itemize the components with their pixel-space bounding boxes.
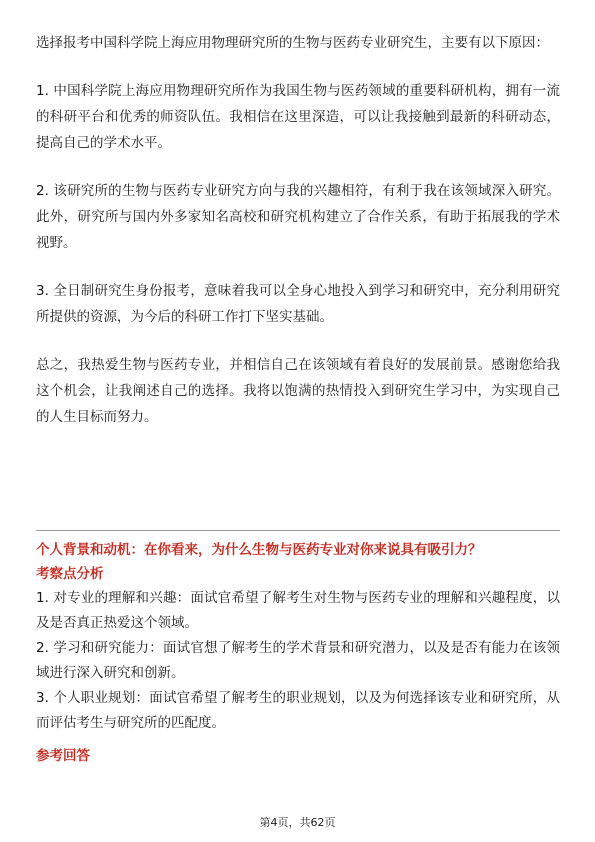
- page-footer: [0, 814, 595, 830]
- page-number: 第4页，共62页: [259, 816, 336, 829]
- analysis-point-2: 2. 学习和研究能力：面试官想了解考生的学术背景和研究潜力，以及是否有能力在该领域进行深入研究和创新。: [36, 640, 560, 681]
- section-divider: [36, 530, 560, 531]
- summary-paragraph: 总之，我热爱生物与医药专业，并相信自己在该领域有着良好的发展前景。感谢您给我这个机会，让我阐述自己的选择。我将以饱满的热情投入到研究生学习中，为实现自己的人生目标而努力。: [36, 357, 560, 425]
- analysis-point-3: 3. 个人职业规划：面试官希望了解考生的职业规划，以及为何选择该专业和研究所，从而评估考生与研究所的匹配度。: [36, 690, 560, 731]
- answer-heading: 参考回答: [36, 748, 90, 764]
- answer-body: [36, 30, 560, 430]
- analysis-heading: 考察点分析: [36, 566, 104, 582]
- reason-paragraph-3: 3. 全日制研究生身份报考，意味着我可以全身心地投入到学习和研究中，充分利用研究所提供的资源，为今后的科研工作打下坚实基础。: [36, 283, 560, 325]
- intro-paragraph: 选择报考中国科学院上海应用物理研究所的生物与医药专业研究生，主要有以下原因：: [36, 35, 549, 51]
- analysis-point-1: 1. 对专业的理解和兴趣：面试官希望了解考生对生物与医药专业的理解和兴趣程度，以及是否真正热爱这个领域。: [36, 590, 560, 631]
- question-title: 个人背景和动机：在你看来，为什么生物与医药专业对你来说具有吸引力？: [36, 542, 482, 558]
- question-section: [36, 538, 560, 768]
- reason-paragraph-1: 1. 中国科学院上海应用物理研究所作为我国生物与医药领域的重要科研机构，拥有一流的科研平台和优秀的师资队伍。我相信在这里深造，可以让我接触到最新的科研动态，提高自己的学术水平。: [36, 83, 560, 151]
- reason-paragraph-2: 2. 该研究所的生物与医药专业研究方向与我的兴趣相符，有利于我在该领域深入研究。此外，研究所与国内外多家知名高校和研究机构建立了合作关系，有助于拓展我的学术视野。: [36, 183, 560, 251]
